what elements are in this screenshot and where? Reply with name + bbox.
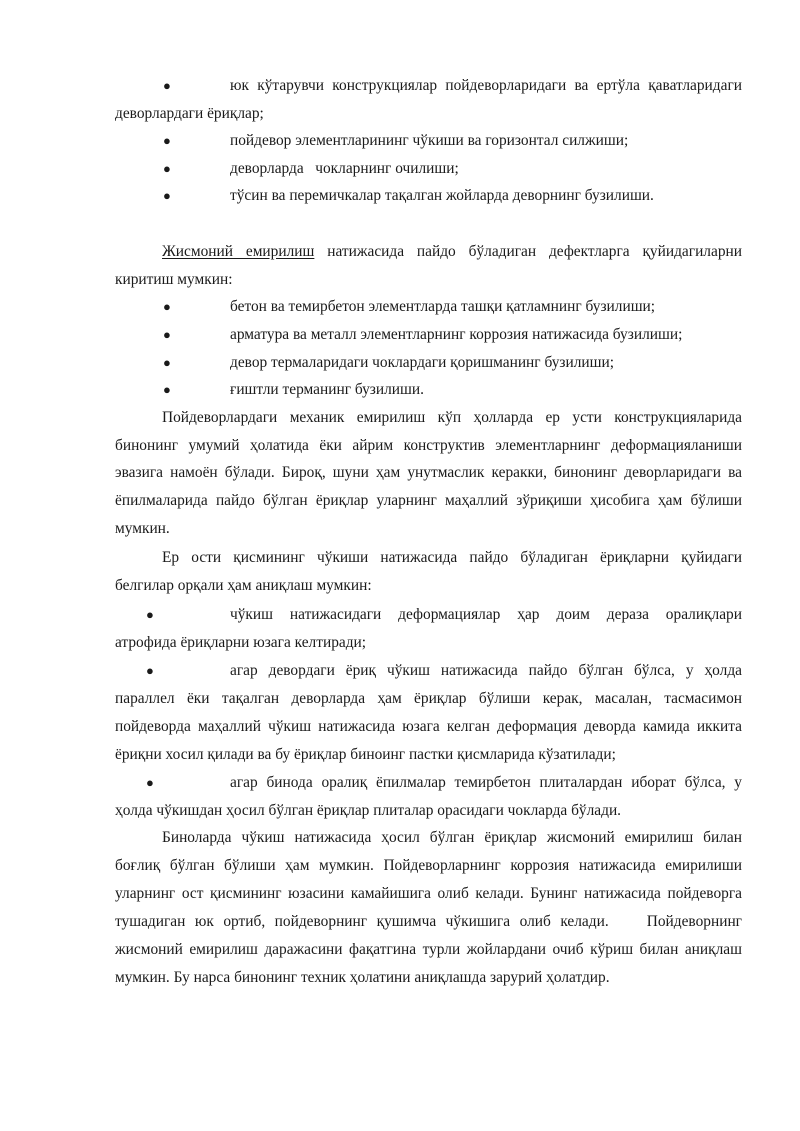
paragraph-line: белгилар орқали ҳам аниқлаш мумкин: <box>115 577 372 594</box>
paragraph-line: Ер ости қисмининг чўкиши натижасида пайдо бўладиган ёриқларни қуйидаги <box>162 549 742 566</box>
paragraph-line: мумкин. Бу нарса бинонинг техник ҳолатини аниқлашда зарурий ҳолатдир. <box>115 969 610 986</box>
list-item: тўсин ва перемичкалар тақалган жойларда деворнинг бузилиши. <box>230 187 654 204</box>
list-item: ғиштли терманинг бузилиши. <box>230 381 424 398</box>
bullet-icon: ● <box>146 607 154 622</box>
paragraph-line: Пойдеворлардаги механик емирилиш кўп ҳолларда ер усти конструкцияларида <box>162 409 742 426</box>
bullet-icon: ● <box>163 382 171 397</box>
paragraph-line <box>162 242 742 262</box>
bullet-icon: ● <box>163 355 171 370</box>
paragraph-line: жисмоний емирилиш даражасини фақатгина турли жойлардани очиб кўриш билан аниқлаш <box>115 941 742 958</box>
paragraph-line: мумкин. <box>115 520 170 537</box>
list-item-continuation: атрофида ёриқларни юзага келтиради; <box>115 634 367 651</box>
list-item-continuation: пойдеворда маҳаллий чўкиш натижасида юзага келган деформация деворда камида иккита <box>115 718 742 735</box>
paragraph-line: эвазига намоён бўлади. Бироқ, шуни ҳам унутмаслик керакки, бинонинг деворларидаги ва <box>115 464 742 481</box>
paragraph-line: бинонинг умумий ҳолатида ёки айрим конструктив элементларнинг деформацияланиши <box>115 437 742 454</box>
paragraph-line: киритиш мумкин: <box>115 271 233 288</box>
intro-text: натижасида пайдо бўладиган дефектларга қуйидагиларни <box>314 243 742 260</box>
bullet-icon: ● <box>163 299 171 314</box>
list-item: деворларда чокларнинг очилиши; <box>230 160 459 177</box>
list-item: юк кўтарувчи конструкциялар пойдеворларидаги ва ертўла қаватларидаги <box>230 77 742 94</box>
list-item-continuation: ёриқни хосил қилади ва бу ёриқлар биноинг пастки қисмларида кўзатилади; <box>115 746 616 763</box>
underlined-term: Жисмоний емирилиш <box>162 243 315 260</box>
bullet-icon: ● <box>146 663 154 678</box>
list-item: агар девордаги ёриқ чўкиш натижасида пайдо бўлган бўлса, у ҳолда <box>230 662 742 679</box>
list-item: чўкиш натижасидаги деформациялар ҳар доим дераза оралиқлари <box>230 606 742 623</box>
paragraph-line: тушадиган юк ортиб, пойдеворнинг қушимча чўкишига олиб келади. Пойдеворнинг <box>115 913 742 930</box>
bullet-icon: ● <box>163 161 171 176</box>
list-item: арматура ва металл элементларнинг коррозия натижасида бузилиши; <box>230 326 683 343</box>
paragraph-line: уларнинг ост қисмининг юзасини камайишига олиб келади. Бунинг натижасида пойдеворга <box>115 885 742 902</box>
paragraph-line: ёпилмаларида пайдо бўлган ёриқлар уларнинг маҳаллий зўриқиши ҳисобига ҳам бўлиши <box>115 492 742 509</box>
bullet-icon: ● <box>163 133 171 148</box>
bullet-icon: ● <box>163 78 171 93</box>
list-item: девор термаларидаги чоклардаги қоришманинг бузилиши; <box>230 354 614 371</box>
list-item-continuation: ҳолда чўкишдан ҳосил бўлган ёриқлар плиталар орасидаги чокларда бўлади. <box>115 802 622 819</box>
bullet-icon: ● <box>163 188 171 203</box>
list-item-continuation: деворлардаги ёриқлар; <box>115 105 264 122</box>
bullet-icon: ● <box>163 327 171 342</box>
list-item: бетон ва темирбетон элементларда ташқи қатламнинг бузилиши; <box>230 298 656 315</box>
list-item: агар бинода оралиқ ёпилмалар темирбетон плиталардан иборат бўлса, у <box>230 774 742 791</box>
paragraph-line: Биноларда чўкиш натижасида ҳосил бўлган ёриқлар жисмоний емирилиш билан <box>162 829 742 846</box>
bullet-icon: ● <box>146 775 154 790</box>
list-item: пойдевор элементларининг чўкиши ва горизонтал силжиши; <box>230 132 629 149</box>
paragraph-line: боғлиқ бўлган бўлиши ҳам мумкин. Пойдеворларнинг коррозия натижасида емирилиши <box>115 857 742 874</box>
list-item-continuation: параллел ёки тақалган деворларда ҳам ёриқлар бўлиши керак, масалан, тасмасимон <box>115 690 742 707</box>
